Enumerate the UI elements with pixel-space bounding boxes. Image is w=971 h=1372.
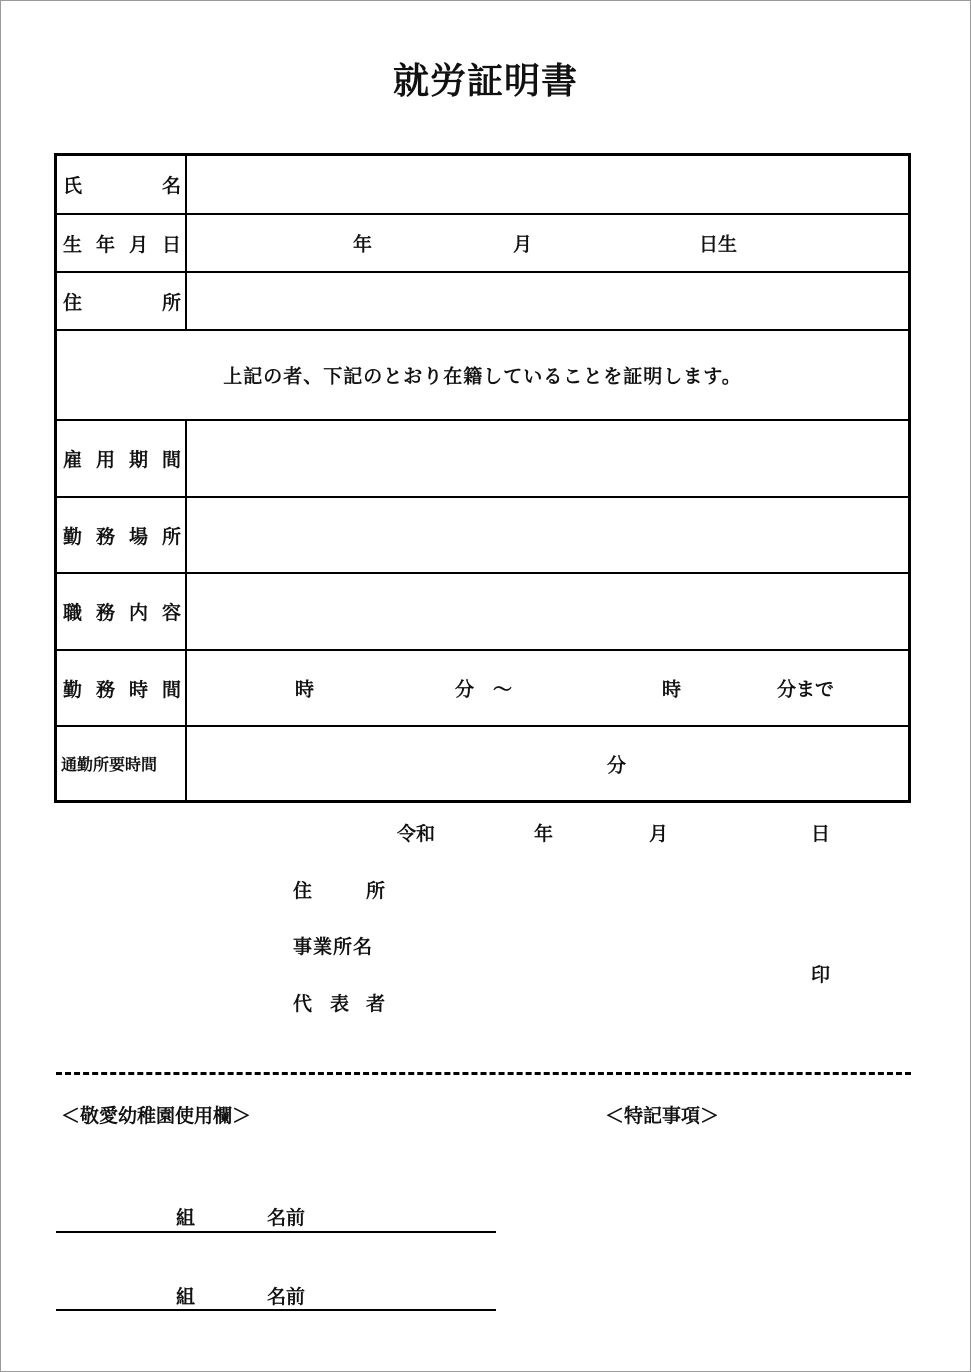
commute-field[interactable] [187, 727, 908, 800]
end-hour-unit: 時 [662, 678, 682, 701]
row-statement [57, 331, 908, 421]
class-label-1: 組 [176, 1207, 196, 1229]
seal-mark: 印 [811, 964, 831, 986]
duties-field[interactable] [187, 574, 908, 649]
class-name-underline-2 [56, 1309, 496, 1311]
birth-month-unit: 月 [513, 233, 533, 256]
issuer-address-label-1: 住 [293, 880, 313, 902]
row-birthdate [57, 215, 908, 273]
issuer-address-label-2: 所 [366, 880, 386, 902]
class-label-2: 組 [176, 1286, 196, 1308]
start-hour-unit: 時 [295, 678, 315, 701]
representative-label-3: 者 [366, 993, 386, 1015]
row-employment-period [57, 421, 908, 498]
employment-period-label: 雇 用 期 間 [57, 421, 187, 496]
cut-line [56, 1072, 911, 1075]
issue-year-unit: 年 [534, 823, 554, 845]
birthdate-label: 生 年 月 日 [57, 215, 187, 271]
address-field[interactable] [187, 273, 908, 329]
commute-minute-unit: 分 [607, 754, 627, 776]
certificate-form [54, 153, 911, 803]
certification-statement: 上記の者、下記のとおり在籍していることを証明します。 [223, 365, 742, 388]
office-name-label: 事業所名 [293, 936, 374, 958]
row-name [57, 156, 908, 215]
workplace-label: 勤 務 場 所 [57, 498, 187, 572]
birthdate-field[interactable] [187, 215, 908, 271]
row-commute [57, 727, 908, 800]
issue-era: 令和 [397, 823, 436, 845]
duties-label: 職 務 内 容 [57, 574, 187, 649]
document-title: 就労証明書 [392, 61, 578, 102]
work-hours-label: 勤 務 時 間 [57, 651, 187, 725]
row-work-hours [57, 651, 908, 727]
birth-year-unit: 年 [353, 233, 373, 256]
kindergarten-use-label: ＜敬愛幼稚園使用欄＞ [61, 1105, 252, 1127]
child-name-label-1: 名前 [267, 1207, 306, 1229]
class-name-underline-1 [56, 1231, 496, 1233]
workplace-field[interactable] [187, 498, 908, 572]
end-minute-unit: 分まで [777, 678, 835, 701]
issue-day-unit: 日 [811, 823, 831, 845]
address-label: 住 所 [57, 273, 187, 329]
name-field[interactable] [187, 156, 908, 213]
special-notes-label: ＜特記事項＞ [605, 1105, 720, 1127]
name-label: 氏 名 [57, 156, 187, 213]
row-workplace [57, 498, 908, 574]
issue-month-unit: 月 [649, 823, 669, 845]
row-address [57, 273, 908, 331]
commute-label: 通勤所要時間 [57, 727, 187, 800]
representative-label-2: 表 [330, 993, 350, 1015]
birth-day-unit: 日生 [699, 233, 738, 256]
representative-label-1: 代 [293, 993, 313, 1015]
start-minute-unit: 分 ～ [455, 678, 513, 701]
row-duties [57, 574, 908, 651]
child-name-label-2: 名前 [267, 1286, 306, 1308]
employment-period-field[interactable] [187, 421, 908, 496]
work-hours-field[interactable] [187, 651, 908, 725]
